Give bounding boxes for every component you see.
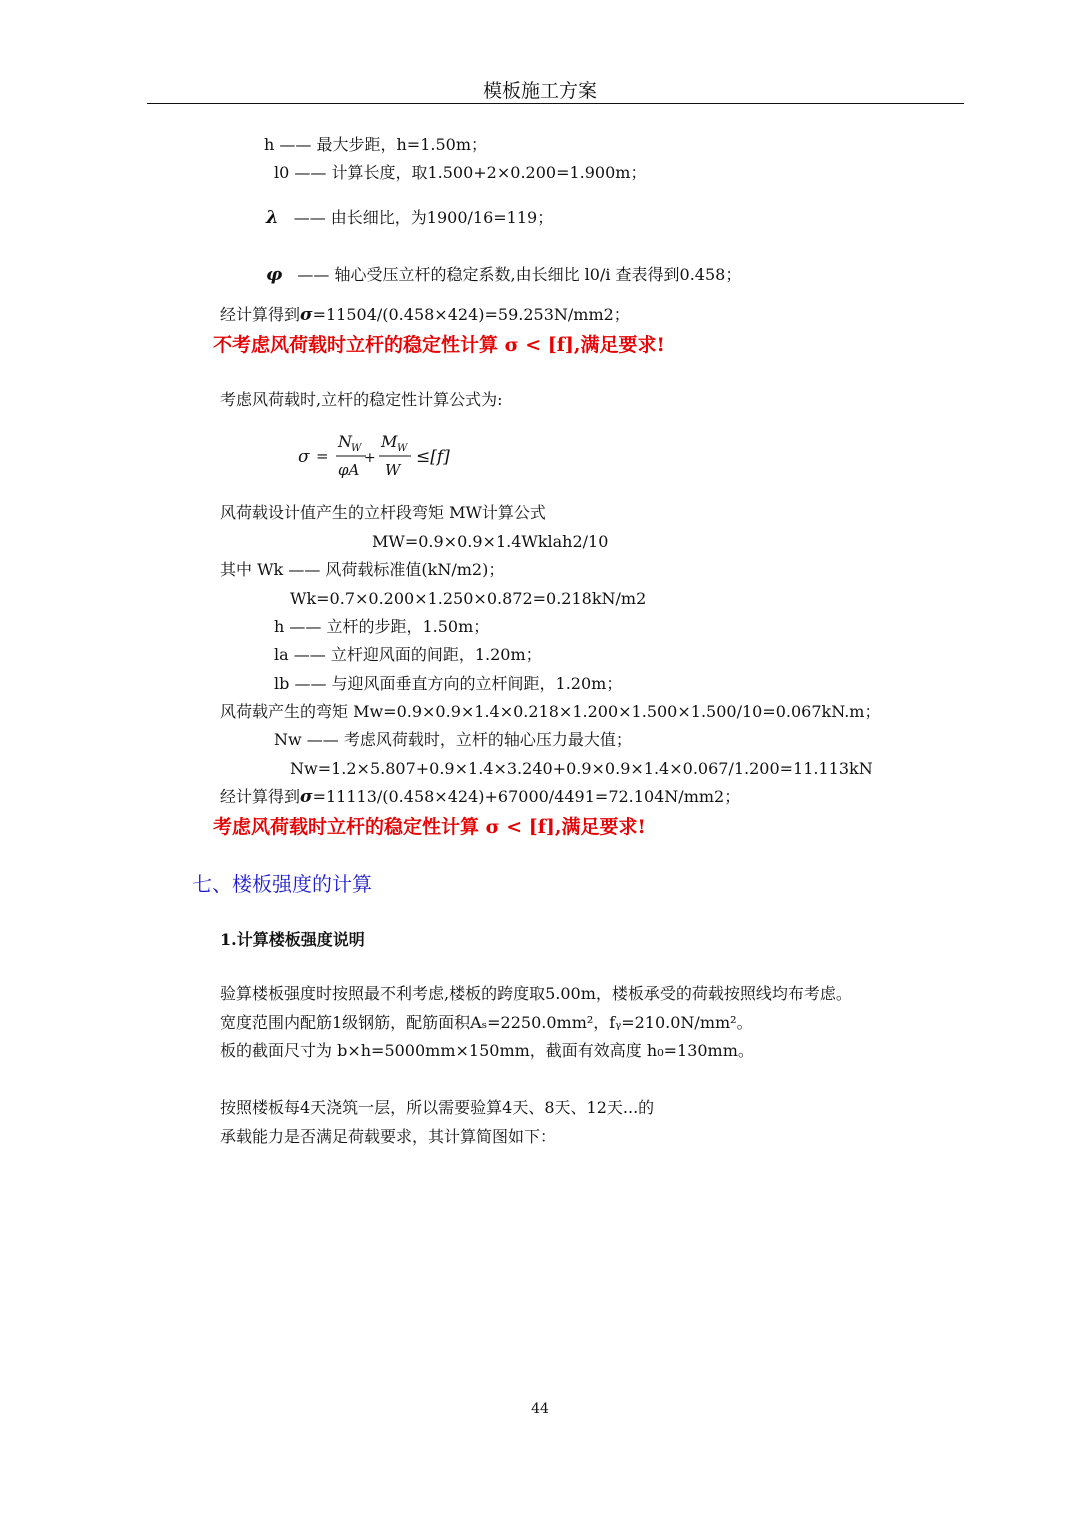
formula-n-sub: W [351,443,362,454]
line-mw-formula: MW=0.9×0.9×1.4Wklah2/10 [372,532,609,551]
para-section-size: 板的截面尺寸为 b×h=5000mm×150mm，截面有效高度 h₀=130mm。 [220,1041,754,1060]
sigma-symbol-2: σ [300,787,313,807]
formula-rhs: ≤[f] [416,447,450,467]
sigma-result-1-prefix: 经计算得到 [220,305,301,324]
formula-plus: + [364,450,376,466]
line-wk-value: Wk=0.7×0.200×1.250×0.872=0.218kN/m2 [290,589,647,608]
para-span: 验算楼板强度时按照最不利考虑,楼板的跨度取5.00m，楼板承受的荷载按照线均布考虑。 [220,984,852,1003]
para-pouring-schedule: 按照楼板每4天浇筑一层，所以需要验算4天、8天、12天...的 [220,1098,655,1117]
sigma-result-2-prefix: 经计算得到 [220,787,301,806]
conclusion-with-wind: 考虑风荷载时立杆的稳定性计算 σ < [f],满足要求! [213,816,646,838]
line-lb-def: lb —— 与迎风面垂直方向的立杆间距，1.20m； [274,674,623,693]
phi-text: —— 轴心受压立杆的稳定系数,由长细比 l0/i 查表得到0.458； [297,265,742,284]
formula-m: M [381,432,398,451]
formula-equals: = [316,447,329,465]
lambda-symbol: λ [266,207,279,228]
line-mw-formula-title: 风荷载设计值产生的立杆段弯矩 MW计算公式 [220,503,546,522]
line-l0-length: l0 —— 计算长度，取1.500+2×0.200=1.900m； [274,163,647,182]
line-nw-def: Nw —— 考虑风荷载时，立杆的轴心压力最大值； [274,730,632,749]
line-wind-formula-intro: 考虑风荷载时,立杆的稳定性计算公式为: [220,390,503,409]
line-h-step: h —— 最大步距，h=1.50m； [264,135,487,154]
line-nw-value: Nw=1.2×5.807+0.9×1.4×3.240+0.9×0.9×1.4×0.067/1.200=11.113kN [290,759,873,778]
line-sigma-result-1 [220,304,630,326]
phi-symbol: φ [266,264,283,285]
header-rule [147,103,964,104]
line-h-def: h —— 立杆的步距，1.50m； [274,617,490,636]
page-number: 44 [531,1401,549,1417]
sigma-symbol: σ [300,305,313,325]
formula-w: W [385,461,401,479]
sigma-result-1-value: =11504/(0.458×424)=59.253N/mm2； [312,305,630,324]
lambda-text: —— 由长细比，为1900/16=119； [293,208,554,227]
line-lambda [266,207,553,229]
formula-sigma: σ [298,447,310,467]
formula-phi-a: φA [338,461,360,479]
conclusion-no-wind: 不考虑风荷载时立杆的稳定性计算 σ < [f],满足要求! [213,334,665,356]
line-la-def: la —— 立杆迎风面的间距，1.20m； [274,645,542,664]
stability-formula [296,428,476,484]
line-sigma-result-2 [220,786,740,808]
line-mw-value: 风荷载产生的弯矩 Mw=0.9×0.9×1.4×0.218×1.200×1.500×1.500/10=0.067kN.m； [220,702,881,721]
para-capacity-check: 承载能力是否满足荷载要求，其计算简图如下： [220,1127,557,1146]
section-title: 七、楼板强度的计算 [192,872,372,896]
sigma-result-2-value: =11113/(0.458×424)+67000/4491=72.104N/mm2； [312,787,741,806]
line-phi [266,264,741,286]
page-header-title: 模板施工方案 [482,80,597,102]
line-wk-def: 其中 Wk —— 风荷载标准值(kN/m2)； [220,560,505,579]
subsection-title: 1.计算楼板强度说明 [220,930,365,949]
para-reinforcement: 宽度范围内配筋1级钢筋，配筋面积Aₛ=2250.0mm²，fᵧ=210.0N/mm²。 [220,1013,753,1032]
formula-n: N [338,432,352,451]
formula-m-sub: W [397,443,408,454]
